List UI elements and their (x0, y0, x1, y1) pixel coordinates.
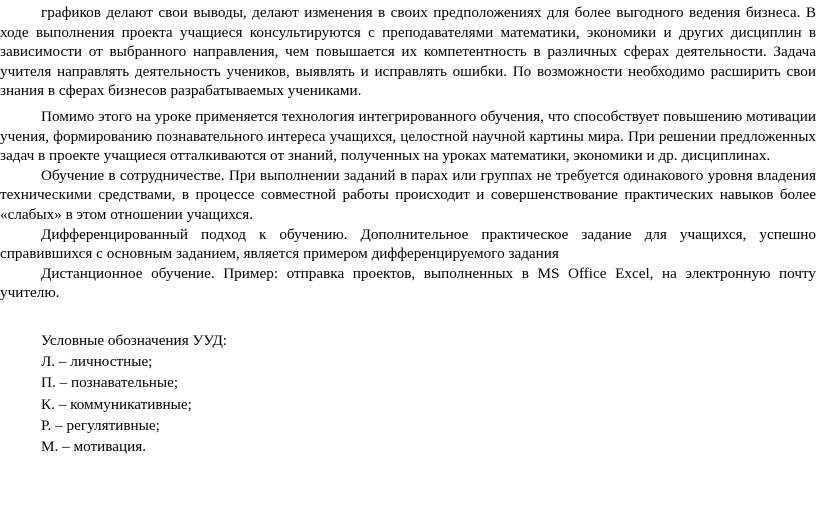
paragraph-project-analysis: графиков делают свои выводы, делают изменения в своих предположениях для более выгодного ведения бизнеса. В ходе выполнения проекта учащиеся консультируются с преподавателями математики, экономики и других дисциплин в зависимости от выбранного направления, чем повышается их компетентность в различных сферах деятельности. Задача учителя направлять деятельность учеников, выявлять и исправлять ошибки. По возможности необходимо расширить свои знания в сферах бизнесов разрабатываемых учениками. (0, 4, 816, 100)
legend-item-regulatory: Р. – регулятивные; (41, 416, 160, 434)
paragraph-integrated-learning: Помимо этого на уроке применяется технология интегрированного обучения, что способствует повышению мотивации учения, формированию познавательного интереса учащихся, целостной научной картины мира. При решении предложенных задач в проекте учащиеся отталкиваются от знаний, полученных на уроках математики, экономики и др. дисциплинах. (0, 107, 816, 165)
legend-item-motivation: М. – мотивация. (41, 437, 147, 455)
paragraph-differentiated-approach: Дифференцированный подход к обучению. Дополнительное практическое задание для учащихся, успешно справившихся с основным заданием, является примером дифференцируемого задания (0, 225, 816, 263)
uud-legend (0, 330, 816, 457)
legend-item-personal: Л. – личностные; (41, 353, 153, 371)
paragraph-distance-learning: Дистанционное обучение. Пример: отправка проектов, выполненных в MS Office Excel, на электронную почту учителю. (0, 264, 816, 302)
legend-item-cognitive: П. – познавательные; (41, 374, 179, 392)
legend-title: Условные обозначения УУД: (41, 331, 228, 349)
paragraph-cooperative-learning: Обучение в сотрудничестве. При выполнении заданий в парах или группах не требуется одинакового уровня владения техническими средствами, в процессе совместной работы происходит и совершенствование практических навыков более «слабых» в этом отношении учащихся. (0, 166, 816, 223)
legend-item-communicative: К. – коммуникативные; (41, 395, 192, 413)
